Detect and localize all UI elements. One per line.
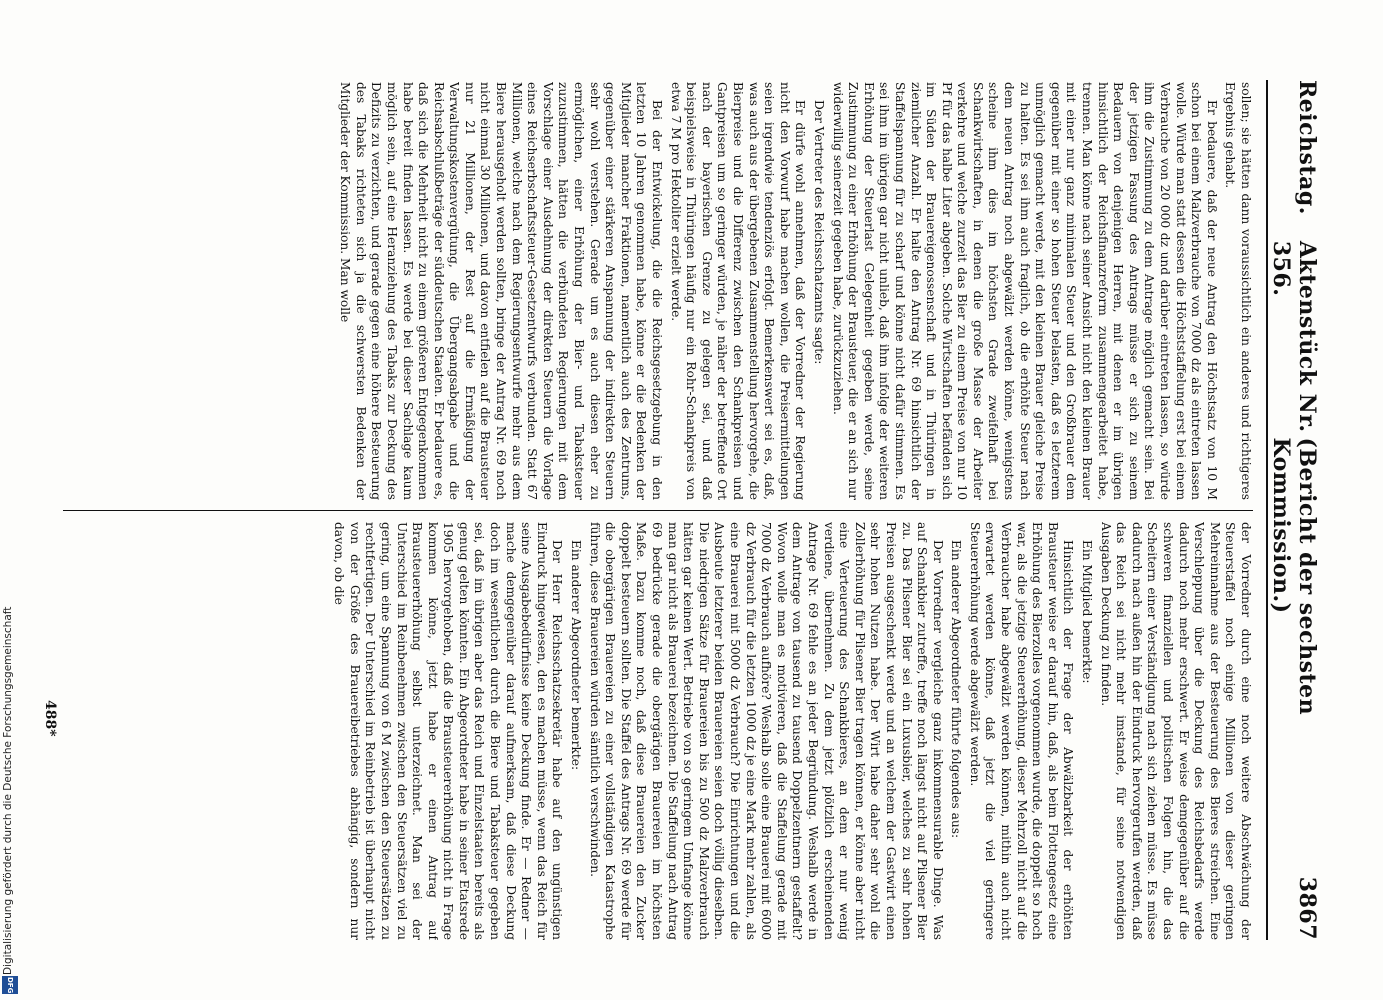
column-divider xyxy=(63,510,1253,511)
paragraph: Der Vorredner vergleiche ganz inkommensurable Dinge. Was auf Schankbier zutreffe, treffe noch längst nicht auf Pilsener Bier zu. Das Pilsener Bier sei ein Luxusbier, welches zu sehr hohen Preisen ausgeschenkt werde und an welchem der Gastwirt einen sehr hohen Nutzen habe. Der Wirt habe daher sehr wohl die Zollerhöhung für Pilsener Bier tragen können, er könne aber nicht eine Verteuerung des Schankbieres, an dem er nur wenig verdiene, übernehmen. Zu dem jetzt plötzlich erscheinenden Antrage Nr. 69 fehle es an jeder Begründung. Weshalb werde in dem Antrage von tausend zu tausend Doppelzentnern gestaffelt? Wovon wolle man es motivieren, daß die Staffelung gerade mit 7000 dz Verbrauch aufhöre? Weshalb solle eine Brauerei mit 6000 dz Verbrauch für die letzten 1000 dz je eine Mark mehr zahlen, als eine Brauerei mit 5000 dz Verbrauch? Die Einrichtungen und die Ausbeute letzterer beiden Brauereien seien doch völlig dieselben. Die niedrigen Sätze für Brauereien bis zu 500 dz Malzverbrauch hätten gar keinen Wert. Betriebe von so geringem Umfange könne man gar nicht als Brauerei bezeichnen. Die Staffelung nach Antrag 69 bedrücke gerade die obergärigen Brauereien im höchsten Maße. Dazu komme noch, daß diese Brauereien den Zucker doppelt besteuern sollten. Die Staffel des Antrags Nr. 69 werde für die obergärigen Brauereien zu einer vollständigen Katastrophe führen, diese Brauereien würden sämtlich verschwinden. xyxy=(587,522,945,940)
document-number: Aktenstück Nr. 356. xyxy=(1268,240,1320,433)
paragraph: Ein anderer Abgeordneter führte folgendes aus: xyxy=(949,540,964,839)
paragraph: sollen; sie hätten dann voraussichtlich ein anderes und richtigeres Ergebnis gehabt. xyxy=(1223,82,1253,500)
paragraph: Ein Mitglied bemerkte: xyxy=(1080,540,1095,684)
right-text-column xyxy=(68,522,1253,940)
paragraph: Ein anderer Abgeordneter bemerkte: xyxy=(569,540,584,771)
left-text-column xyxy=(68,82,1253,500)
paragraph: Bei der Entwickelung, die die Reichsgesetzgebung in den letzten 10 Jahren genommen habe, könne er die Bedenken der Mitglieder mancher Fraktionen, namentlich auch des Zentrums, gegenüber einer stärkeren Anspannung der indirekten Steuern sehr wohl verstehen. Gerade um es auch diesen eher zu ermöglichen, einer Erhöhung der Bier- und Tabaksteuer zuzustimmen, hätten die verbündeten Regierungen mit dem Vorschlage einer Ausdehnung der direkten Steuern die Vorlage eines Reichserbschaftssteuer-Gesetzentwurfs verbunden. Statt 67 Millionen, welche nach dem Regierungsentwurfe mehr aus dem Biere herausgeholt werden sollten, bringe der Antrag Nr. 69 noch nicht einmal 30 Millionen, und davon entfielen auf die Brausteuer nur 21 Millionen, der Rest auf die Ermäßigung der Verwaltungskostenvergütung, die Übergangsabgabe und die Reichsabschlußbeträge der süddeutschen Staaten. Er bedauere es, daß sich die Mehrheit nicht zu einem größeren Entgegenkommen habe bereit finden lassen. Es werde bei dieser Sachlage kaum möglich sein, auf eine Heranziehung des Tabaks zur Deckung des Defizits zu verzichten, und gerade gegen eine höhere Besteuerung des Tabaks richteten sich ja die schwersten Bedenken der Mitglieder der Kommission. Man wolle xyxy=(338,82,665,500)
chamber-title: Reichstag. xyxy=(1294,80,1320,215)
page-number: 3867 xyxy=(1294,876,1320,940)
digitization-credit xyxy=(0,0,22,1000)
paragraph: Er dürfe wohl annehmen, daß der Vorredner der Regierung nicht den Vorwurf habe machen wollen, die Preisermittelungen seien irgendwie tendenziös erfolgt. Bemerkenswert sei es, daß, was auch aus der übergebenen Zusammenstellung hervorgehe, die Bierpreise und die Differenz zwischen den Schankpreisen und Gantpreisen um so geringer würden, je näher der betreffende Ort nach der bayerischen Grenze zu gelegen sei, und daß beispielsweise in Thüringen häufig nur ein Rohr-Schankpreis von etwa 7 M pro Hektoliter erzielt werde. xyxy=(668,82,808,500)
paragraph: Der Herr Reichsschatzsekretär habe auf den ungünstigen Eindruck hingewiesen, den es machen müsse, wenn das Reich für seine Ausgabebedürfnisse keine Deckung finde. Er — Redner — mache demgegenüber darauf aufmerksam, daß diese Deckung doch im wesentlichen durch die Biere und Tabaksteuer gegeben sei, daß im übrigen aber das Reich und Einzelstaaten bereits als genug gelten könnten. Ein Abgeordneter habe in seiner Etatsrede 1905 hervorgehoben, daß die Brausteuererhöhung nicht in Frage kommen könne, jetzt habe er einen Antrag auf Brausteuererhöhung selbst unterzeichnet. Man sei der Unterschied im Reinbenehmen zwischen den Steuersätzen viel zu gering, um eine Spannung von 6 M zwischen den Steuersätzen zu rechtfertigen. Der Unterschied im Reinbetrieb ist überhaupt nicht von der Größe des Brauereibetriebes abhängig, sondern nur davon, ob die xyxy=(332,522,565,940)
paragraph: Der Vertreter des Reichsschatzamts sagte: xyxy=(811,100,826,365)
paragraph: Hinsichtlich der Frage der Abwälzbarkeit der erhöhten Brausteuer weise er darauf hin, daß, als beim Flottengesetz eine Erhöhung des Bierzolles vorgenommen wurde, die doppelt so hoch war, als die jetzige Steuererhöhung, dieser Mehrzoll nicht auf die Verbraucher habe abgewälzt werden können, mithin auch nicht erwartet werden könne, daß jetzt die viel geringere Steuererhöhung werde abgewälzt werden. xyxy=(967,522,1076,940)
page-header xyxy=(1266,80,1320,940)
signature-mark: 488* xyxy=(42,700,58,737)
paragraph: Er bedauere, daß der neue Antrag den Höchstsatz von 10 M schon bei einem Malzverbrauche von 7000 dz als eintreten lassen wolle. Würde man statt dessen die Höchststaffelung erst bei einem Verbrauche von 20 000 dz und darüber eintreten lassen, so würde ihm die Zustimmung zu dem Antrage möglich gemacht sein. Bei der jetzigen Fassung des Antrags müsse er sich zu seinem Bedauern von denjenigen Herren, mit denen er im übrigen hinsichtlich der Reichsfinanzreform zusammengearbeitet habe, trennen. Man könne nach seiner Ansicht nicht den kleinen Brauer mit einer nur ganz minimalen Steuer und den Großbrauer dem gegenüber mit einer so hohen Steuer belasten, daß es letzterem unmöglich gemacht werde, mit den kleinen Brauer gleiche Preise zu halten. Es sei ihm auch fraglich, ob die erhöhte Steuer nach dem neuen Antrag noch abgewälzt werden könne, wenigstens scheine ihm dies im höchsten Grade zweifelhaft bei Schankwirtschaften, in denen die große Masse der Arbeiter verkehre und welche zurzeit das Bier zu einem Preise von nur 10 Pf für das halbe Liter abgeben. Solche Wirtschaften befänden sich im Süden der Brauereigenossenschaft und in Thüringen in ziemlicher Anzahl. Er halte den Antrag Nr. 69 hinsichtlich der Staffelspannung für zu scharf und könne nicht dafür stimmen. Es sei ihm im übrigen gar nicht unlieb, daß ihm infolge der weiteren Erhöhung der Steuerlast Gelegenheit gegeben werde, seine Zustimmung zu einer Erhöhung der Brausteuer, die er an sich nur widerwillig seinerzeit gegeben habe, zurückzuziehen. xyxy=(830,82,1219,500)
dfg-logo-icon: DFG xyxy=(2,976,18,994)
credit-text: Digitalisierung gefördert durch die Deutsche Forschungsgemeinschaft xyxy=(2,606,14,975)
paragraph: der Vorredner durch eine noch weitere Abschwächung der Steuerstaffel noch einige Millionen von dieser geringen Mehreinnahme aus der Besteuerung des Bieres streichen. Eine Verschleppung über die Deckung des Reichsbedarfs werde dadurch noch mehr erschwert. Er weise demgegenüber auf die schweren finanziellen und politischen Folgen hin, die das Scheitern einer Verständigung nach sich ziehen müsse. Es müsse dadurch nach außen hin der Eindruck hervorgerufen werden, daß das Reich sei nicht mehr imstande, für seine notwendigen Ausgaben Deckung zu finden. xyxy=(1098,522,1253,940)
report-title: (Bericht der sechsten Kommission.) xyxy=(1268,437,1320,716)
